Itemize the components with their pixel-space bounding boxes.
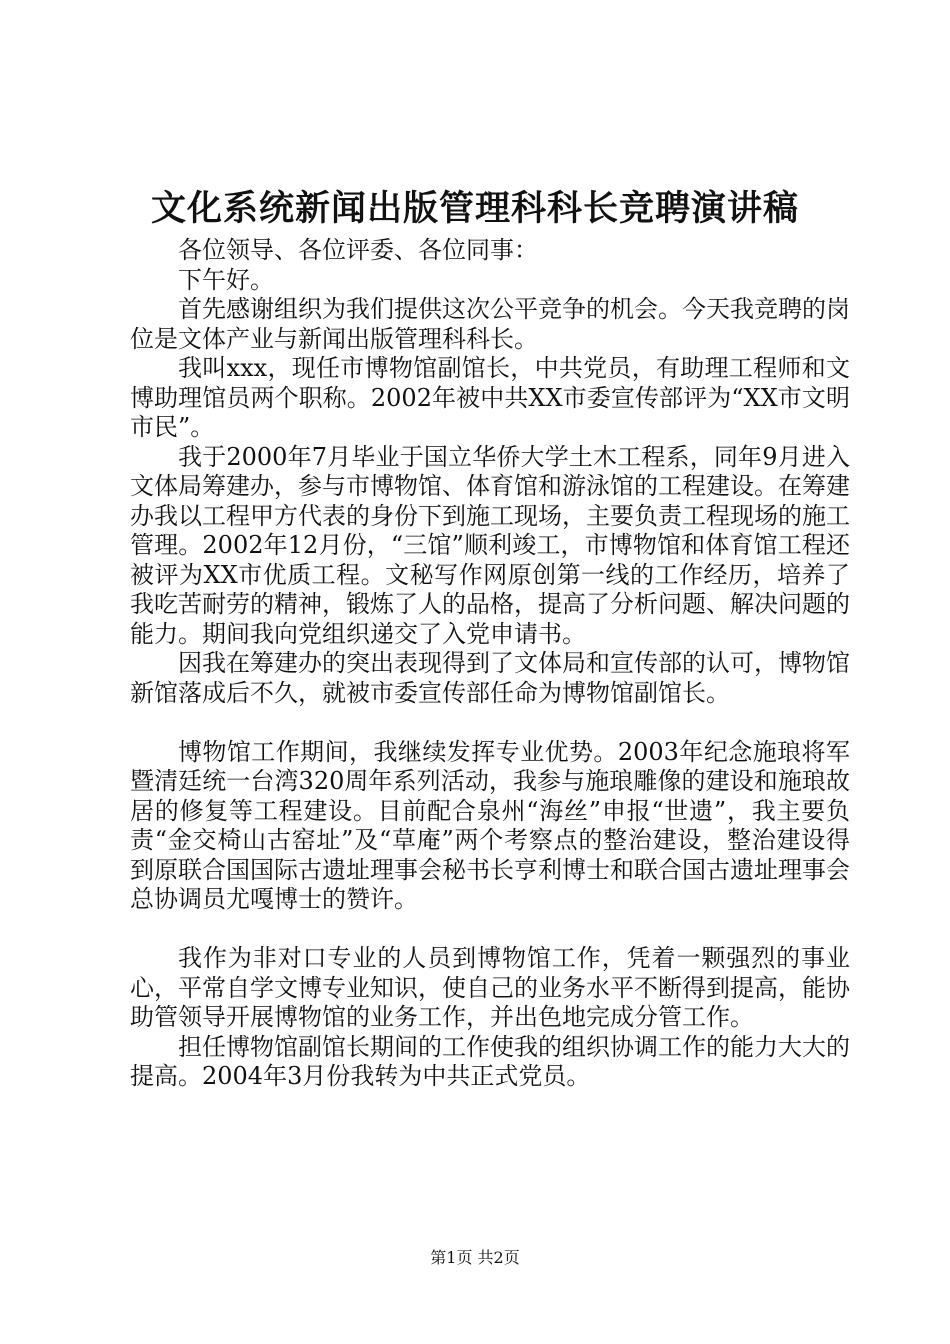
paragraph-self-introduction: 我叫xxx，现任市博物馆副馆长，中共党员，有助理工程师和文博助理馆员两个职称。2002年被中共XX市委宣传部评为“XX市文明市民”。 xyxy=(130,354,850,441)
paragraph-party-membership: 担任博物馆副馆长期间的工作使我的组织协调工作的能力大大的提高。2004年3月份我转为中共正式党员。 xyxy=(130,1032,850,1090)
paragraph-intro: 首先感谢组织为我们提供这次公平竞争的机会。今天我竞聘的岗位是文体产业与新闻出版管理科科长。 xyxy=(130,295,850,353)
document-title: 文化系统新闻出版管理科科长竞聘演讲稿 xyxy=(150,188,799,229)
document-body xyxy=(130,236,850,1092)
paragraph-museum-work: 博物馆工作期间，我继续发挥专业优势。2003年纪念施琅将军暨清廷统一台湾320周年系列活动，我参与施琅雕像的建设和施琅故居的修复等工程建设。目前配合泉州“海丝”申报“世遗”，我主要负责“金交椅山古窑址”及“草庵”两个考察点的整治建设，整治建设得到原联合国国际古遗址理事会秘书长亨利博士和联合国古遗址理事会总协调员尤嘎博士的赞许。 xyxy=(130,737,850,913)
paragraph-salutation: 下午好。 xyxy=(178,265,274,294)
page-number-footer: 第1页 共2页 xyxy=(430,1248,520,1267)
paragraph-work-history: 我于2000年7月毕业于国立华侨大学土木工程系，同年9月进入文体局筹建办，参与市博物馆、体育馆和游泳馆的工程建设。在筹建办我以工程甲方代表的身份下到施工现场，主要负责工程现场的施工管理。2002年12月份，“三馆”顺利竣工，市博物馆和体育馆工程还被评为XX市优质工程。文秘写作网原创第一线的工作经历，培养了我吃苦耐劳的精神，锻炼了人的品格，提高了分析问题、解决问题的能力。期间我向党组织递交了入党申请书。 xyxy=(130,442,850,648)
paragraph-self-study: 我作为非对口专业的人员到博物馆工作，凭着一颗强烈的事业心，平常自学文博专业知识，使自己的业务水平不断得到提高，能协助管领导开展博物馆的业务工作，并出色地完成分管工作。 xyxy=(130,944,850,1031)
paragraph-appointment: 因我在筹建办的突出表现得到了文体局和宣传部的认可，博物馆新馆落成后不久，就被市委宣传部任命为博物馆副馆长。 xyxy=(130,649,850,707)
paragraph-greeting: 各位领导、各位评委、各位同事： xyxy=(178,236,538,264)
